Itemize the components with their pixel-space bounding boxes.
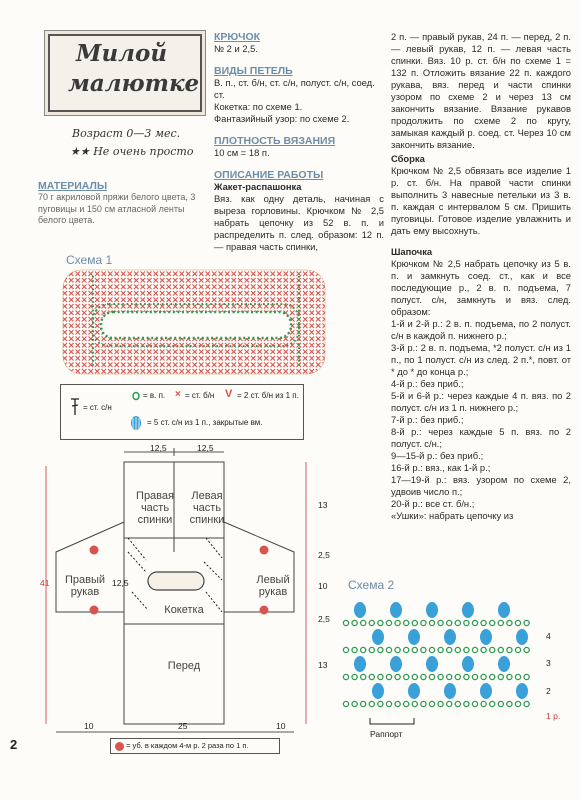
chain-stitch bbox=[524, 674, 529, 679]
chain-stitch bbox=[481, 701, 486, 706]
chain-stitch bbox=[395, 701, 400, 706]
chain-stitch bbox=[515, 701, 520, 706]
density-title: ПЛОТНОСТЬ ВЯЗАНИЯ bbox=[214, 135, 336, 147]
dim-bottom-10a: 10 bbox=[84, 721, 94, 731]
chain-stitch bbox=[498, 647, 503, 652]
cluster-stitch bbox=[408, 629, 420, 645]
chain-stitch bbox=[378, 674, 383, 679]
chain-stitch bbox=[515, 620, 520, 625]
chain-stitch bbox=[507, 647, 512, 652]
density-text: 10 см = 18 п. bbox=[214, 147, 270, 158]
chain-stitch bbox=[455, 674, 460, 679]
chain-stitch bbox=[464, 620, 469, 625]
chain-stitch bbox=[412, 701, 417, 706]
chain-stitch bbox=[404, 647, 409, 652]
title-line-2: малютке bbox=[68, 70, 200, 97]
neckline bbox=[148, 572, 204, 590]
chain-stitch bbox=[395, 647, 400, 652]
decrease-marker-icon bbox=[115, 742, 124, 751]
chain-stitch bbox=[524, 647, 529, 652]
cluster-stitch bbox=[372, 683, 384, 699]
chain-stitch bbox=[412, 674, 417, 679]
dim-left-total: 41 bbox=[40, 578, 50, 588]
chain-stitch bbox=[429, 620, 434, 625]
difficulty-text: ★★ Не очень просто bbox=[70, 145, 194, 158]
chain-stitch bbox=[343, 701, 348, 706]
chain-stitch bbox=[447, 620, 452, 625]
chain-stitch bbox=[455, 620, 460, 625]
cluster-stitch bbox=[444, 629, 456, 645]
dim-right-13b: 13 bbox=[318, 660, 328, 670]
chain-stitch bbox=[464, 674, 469, 679]
dim-right-13a: 13 bbox=[318, 500, 328, 510]
cluster-stitch bbox=[516, 683, 528, 699]
chain-stitch bbox=[386, 674, 391, 679]
chain-stitch bbox=[378, 701, 383, 706]
continued-text: 2 п. — правый рукав, 24 п. — перед, 2 п. — левый рукав, 12 п. — левая часть спинки. Вяз. 10 р. ст. б/н по схеме 1 = 132 п. Отложить вязание 22 п. каждого рукава, вяз. перед и части спинки узором по схеме 2 и через 13 см закончить вязание. Вязание рукавов продолжить по схеме 2 по кругу, замыкая каждый р. соед. ст. Через 10 см закончить вязание. bbox=[391, 31, 571, 150]
hat-row: 5-й и 6-й р.: через каждые 4 п. вяз. по 2 полуст. с/н из 1 п. нижнего р.; bbox=[391, 390, 571, 413]
chain-stitch bbox=[421, 647, 426, 652]
description-text: Вяз. как одну деталь, начиная с выреза горловины. Крючком № 2,5 набрать цепочку из 52 в. п. и распределить п. след. образом: 12 п. — правая часть спинки, bbox=[214, 193, 384, 252]
sleeve-left bbox=[56, 522, 124, 612]
chain-stitch bbox=[352, 620, 357, 625]
kokette-text: Кокетка: по схеме 1. bbox=[214, 101, 303, 112]
schema2-row-4: 4 bbox=[546, 631, 551, 641]
title-line-1: Милой bbox=[76, 40, 168, 67]
chain-symbol-icon bbox=[131, 391, 141, 401]
sc-symbol-icon: × bbox=[175, 389, 181, 400]
hat-row: «Ушки»: набрать цепочку из bbox=[391, 510, 514, 521]
chain-stitch bbox=[421, 674, 426, 679]
chain-stitch bbox=[429, 647, 434, 652]
dim-right-10: 10 bbox=[318, 581, 328, 591]
cluster-stitch bbox=[354, 656, 366, 672]
dim-bottom-10b: 10 bbox=[276, 721, 286, 731]
chain-stitch bbox=[395, 674, 400, 679]
chain-stitch bbox=[481, 620, 486, 625]
decrease-marker-left-1 bbox=[90, 546, 99, 555]
schema2-row-1: 1 р. bbox=[546, 711, 561, 721]
chain-stitch bbox=[361, 620, 366, 625]
hook-title: КРЮЧОК bbox=[214, 31, 261, 43]
sleeve-right bbox=[224, 522, 294, 612]
cluster-symbol-icon bbox=[129, 412, 143, 432]
hat-row: 20-й р.: все ст. б/н.; bbox=[391, 498, 475, 509]
chain-stitch bbox=[507, 620, 512, 625]
hat-row: 1-й и 2-й р.: 2 в. п. подъема, по 2 полуст. с/н в каждой п. нижнего р.; bbox=[391, 318, 571, 341]
cluster-stitch bbox=[354, 602, 366, 618]
hat-row: 8-й р.: через каждые 5 п. вяз. по 2 полуст. с/н.; bbox=[391, 426, 571, 449]
legend-sc: = ст. б/н bbox=[185, 391, 215, 400]
chain-stitch bbox=[464, 647, 469, 652]
schema1-label: Схема 1 bbox=[66, 253, 113, 267]
chain-stitch bbox=[447, 701, 452, 706]
hook-text: № 2 и 2,5. bbox=[214, 43, 258, 54]
chain-stitch bbox=[438, 674, 443, 679]
legend-ch: = в. п. bbox=[143, 391, 166, 400]
chain-stitch bbox=[498, 674, 503, 679]
chain-stitch bbox=[343, 674, 348, 679]
decrease-marker-right-2 bbox=[260, 606, 269, 615]
increase-symbol-icon: V bbox=[225, 388, 233, 400]
column-2 bbox=[214, 31, 384, 253]
chain-stitch bbox=[343, 647, 348, 652]
chain-stitch bbox=[524, 620, 529, 625]
chain-stitch bbox=[438, 620, 443, 625]
hat-row: 4-й р.: без приб.; bbox=[391, 378, 464, 389]
schema2-rapport-label: Раппорт bbox=[370, 729, 403, 739]
chain-stitch bbox=[352, 674, 357, 679]
hat-row: 7-й р.: без приб.; bbox=[391, 414, 464, 425]
dim-right-25a: 2,5 bbox=[318, 550, 330, 560]
dc-symbol-icon bbox=[69, 397, 81, 417]
chain-stitch bbox=[361, 701, 366, 706]
materials-text: 70 г акриловой пряжи белого цвета, 3 пуговицы и 150 см атласной ленты белого цвета. bbox=[38, 192, 196, 225]
chain-stitch bbox=[378, 620, 383, 625]
cluster-stitch bbox=[390, 602, 402, 618]
fancy-pattern-text: Фантазийный узор: по схеме 2. bbox=[214, 113, 350, 124]
stitches-text: В. п., ст. б/н, ст. с/н, полуст. с/н, соед. ст. bbox=[214, 77, 375, 100]
chain-stitch bbox=[429, 674, 434, 679]
dim-top-left: 12,5 bbox=[150, 443, 167, 453]
schema1-inner-opening bbox=[101, 312, 291, 338]
chain-stitch bbox=[507, 674, 512, 679]
chain-stitch bbox=[481, 647, 486, 652]
hat-row: 17—19-й р.: вяз. узором по схеме 2, удвоив число п.; bbox=[391, 474, 571, 497]
dim-bottom-25: 25 bbox=[178, 721, 188, 731]
chain-stitch bbox=[386, 647, 391, 652]
chain-stitch bbox=[481, 674, 486, 679]
description-title: ОПИСАНИЕ РАБОТЫ bbox=[214, 169, 324, 181]
schema2-row-3: 3 bbox=[546, 658, 551, 668]
left-sleeve-label: Левый рукав bbox=[256, 574, 290, 598]
materials-title: МАТЕРИАЛЫ bbox=[38, 180, 108, 192]
chain-stitch bbox=[369, 674, 374, 679]
chain-stitch bbox=[395, 620, 400, 625]
chain-stitch bbox=[455, 647, 460, 652]
schema2-rapport-bracket bbox=[370, 718, 414, 724]
jacket-subtitle: Жакет-распашонка bbox=[214, 181, 302, 192]
chain-stitch bbox=[361, 674, 366, 679]
dim-inner-vertical: 12,5 bbox=[112, 578, 129, 588]
chain-stitch bbox=[524, 701, 529, 706]
chain-stitch bbox=[438, 647, 443, 652]
chain-stitch bbox=[447, 647, 452, 652]
cluster-stitch bbox=[480, 683, 492, 699]
schema2-label: Схема 2 bbox=[348, 578, 395, 592]
cluster-stitch bbox=[498, 656, 510, 672]
chain-stitch bbox=[472, 701, 477, 706]
page-number: 2 bbox=[10, 737, 18, 752]
right-back-label: Правая часть спинки bbox=[136, 490, 174, 526]
chain-stitch bbox=[412, 620, 417, 625]
hat-rows bbox=[391, 318, 571, 522]
front-label: Перед bbox=[167, 660, 201, 672]
assembly-text: Крючком № 2,5 обвязать все изделие 1 р. ст. б/н. На правой части спинки выполнить 3 навесные петельки из 3 в. п. каждая с интервалом 5 см. Пришить пуговицы. Готовое изделие увлажнить и дать ему высохнуть. bbox=[391, 165, 571, 236]
chain-stitch bbox=[378, 647, 383, 652]
legend-dc: = ст. с/н bbox=[83, 403, 112, 412]
chain-stitch bbox=[404, 701, 409, 706]
hat-row: 9—15-й р.: без приб.; bbox=[391, 450, 484, 461]
chain-stitch bbox=[455, 701, 460, 706]
hat-text: Крючком № 2,5 набрать цепочку из 5 в. п. и замкнуть соед. ст., как и все последующие р., 2 в. п. подъема, 7 полуст. с/н, замкнуть и вяз. след. образом: bbox=[391, 258, 571, 317]
chain-stitch bbox=[447, 674, 452, 679]
cluster-stitch bbox=[426, 656, 438, 672]
chain-stitch bbox=[386, 620, 391, 625]
chain-stitch bbox=[490, 647, 495, 652]
hat-title: Шапочка bbox=[391, 246, 433, 257]
chain-stitch bbox=[472, 620, 477, 625]
decrease-footnote bbox=[110, 738, 280, 754]
hat-row: 3-й р.: 2 в. п. подъема, *2 полуст. с/н из 1 п., по 1 полуст. с/н из след. 2 п.*, повт. от * до * до конца р.; bbox=[391, 342, 571, 377]
chain-stitch bbox=[386, 701, 391, 706]
legend-cluster: = 5 ст. с/н из 1 п., закрытые вм. bbox=[147, 418, 263, 427]
cluster-stitch bbox=[390, 656, 402, 672]
cluster-stitch bbox=[462, 656, 474, 672]
dim-right-25b: 2,5 bbox=[318, 614, 330, 624]
chain-stitch bbox=[369, 620, 374, 625]
age-text: Возраст 0—3 мес. bbox=[72, 127, 181, 140]
chain-stitch bbox=[472, 647, 477, 652]
title-badge bbox=[48, 34, 202, 112]
column-3 bbox=[391, 31, 571, 522]
chain-stitch bbox=[498, 701, 503, 706]
chain-stitch bbox=[490, 674, 495, 679]
chain-stitch bbox=[515, 674, 520, 679]
chain-stitch bbox=[369, 647, 374, 652]
chain-stitch bbox=[515, 647, 520, 652]
chain-stitch bbox=[464, 701, 469, 706]
schema1-chart bbox=[55, 264, 340, 382]
chain-stitch bbox=[352, 647, 357, 652]
cluster-stitch bbox=[516, 629, 528, 645]
chain-stitch bbox=[421, 701, 426, 706]
chain-stitch bbox=[498, 620, 503, 625]
cluster-stitch bbox=[372, 629, 384, 645]
right-sleeve-label: Правый рукав bbox=[64, 574, 106, 598]
chain-stitch bbox=[361, 647, 366, 652]
footnote-text: = уб. в каждом 4-м р. 2 раза по 1 п. bbox=[126, 741, 249, 750]
cluster-stitch bbox=[480, 629, 492, 645]
chain-stitch bbox=[438, 701, 443, 706]
chain-stitch bbox=[507, 701, 512, 706]
chain-stitch bbox=[490, 701, 495, 706]
schema2-clusters bbox=[343, 602, 529, 707]
chain-stitch bbox=[352, 701, 357, 706]
cluster-stitch bbox=[426, 602, 438, 618]
stitches-title: ВИДЫ ПЕТЕЛЬ bbox=[214, 65, 293, 77]
chain-stitch bbox=[404, 674, 409, 679]
chain-stitch bbox=[421, 620, 426, 625]
left-back-label: Левая часть спинки bbox=[189, 490, 225, 526]
dim-top-right: 12,5 bbox=[197, 443, 214, 453]
hat-row: 16-й р.: вяз., как 1-й р.; bbox=[391, 462, 491, 473]
cluster-stitch bbox=[462, 602, 474, 618]
schema1-legend bbox=[60, 384, 304, 440]
assembly-title: Сборка bbox=[391, 153, 425, 164]
chain-stitch bbox=[429, 701, 434, 706]
decrease-marker-right-1 bbox=[260, 546, 269, 555]
schema2-chart bbox=[340, 590, 540, 726]
legend-inc: = 2 ст. б/н из 1 п. bbox=[237, 391, 299, 400]
decrease-marker-left-2 bbox=[90, 606, 99, 615]
schema2-row-2: 2 bbox=[546, 686, 551, 696]
cluster-stitch bbox=[408, 683, 420, 699]
chain-stitch bbox=[404, 620, 409, 625]
chain-stitch bbox=[369, 701, 374, 706]
chain-stitch bbox=[412, 647, 417, 652]
cluster-stitch bbox=[444, 683, 456, 699]
chain-stitch bbox=[343, 620, 348, 625]
cluster-stitch bbox=[498, 602, 510, 618]
chain-stitch bbox=[490, 620, 495, 625]
chain-stitch bbox=[472, 674, 477, 679]
kokette-label: Кокетка bbox=[164, 604, 204, 616]
